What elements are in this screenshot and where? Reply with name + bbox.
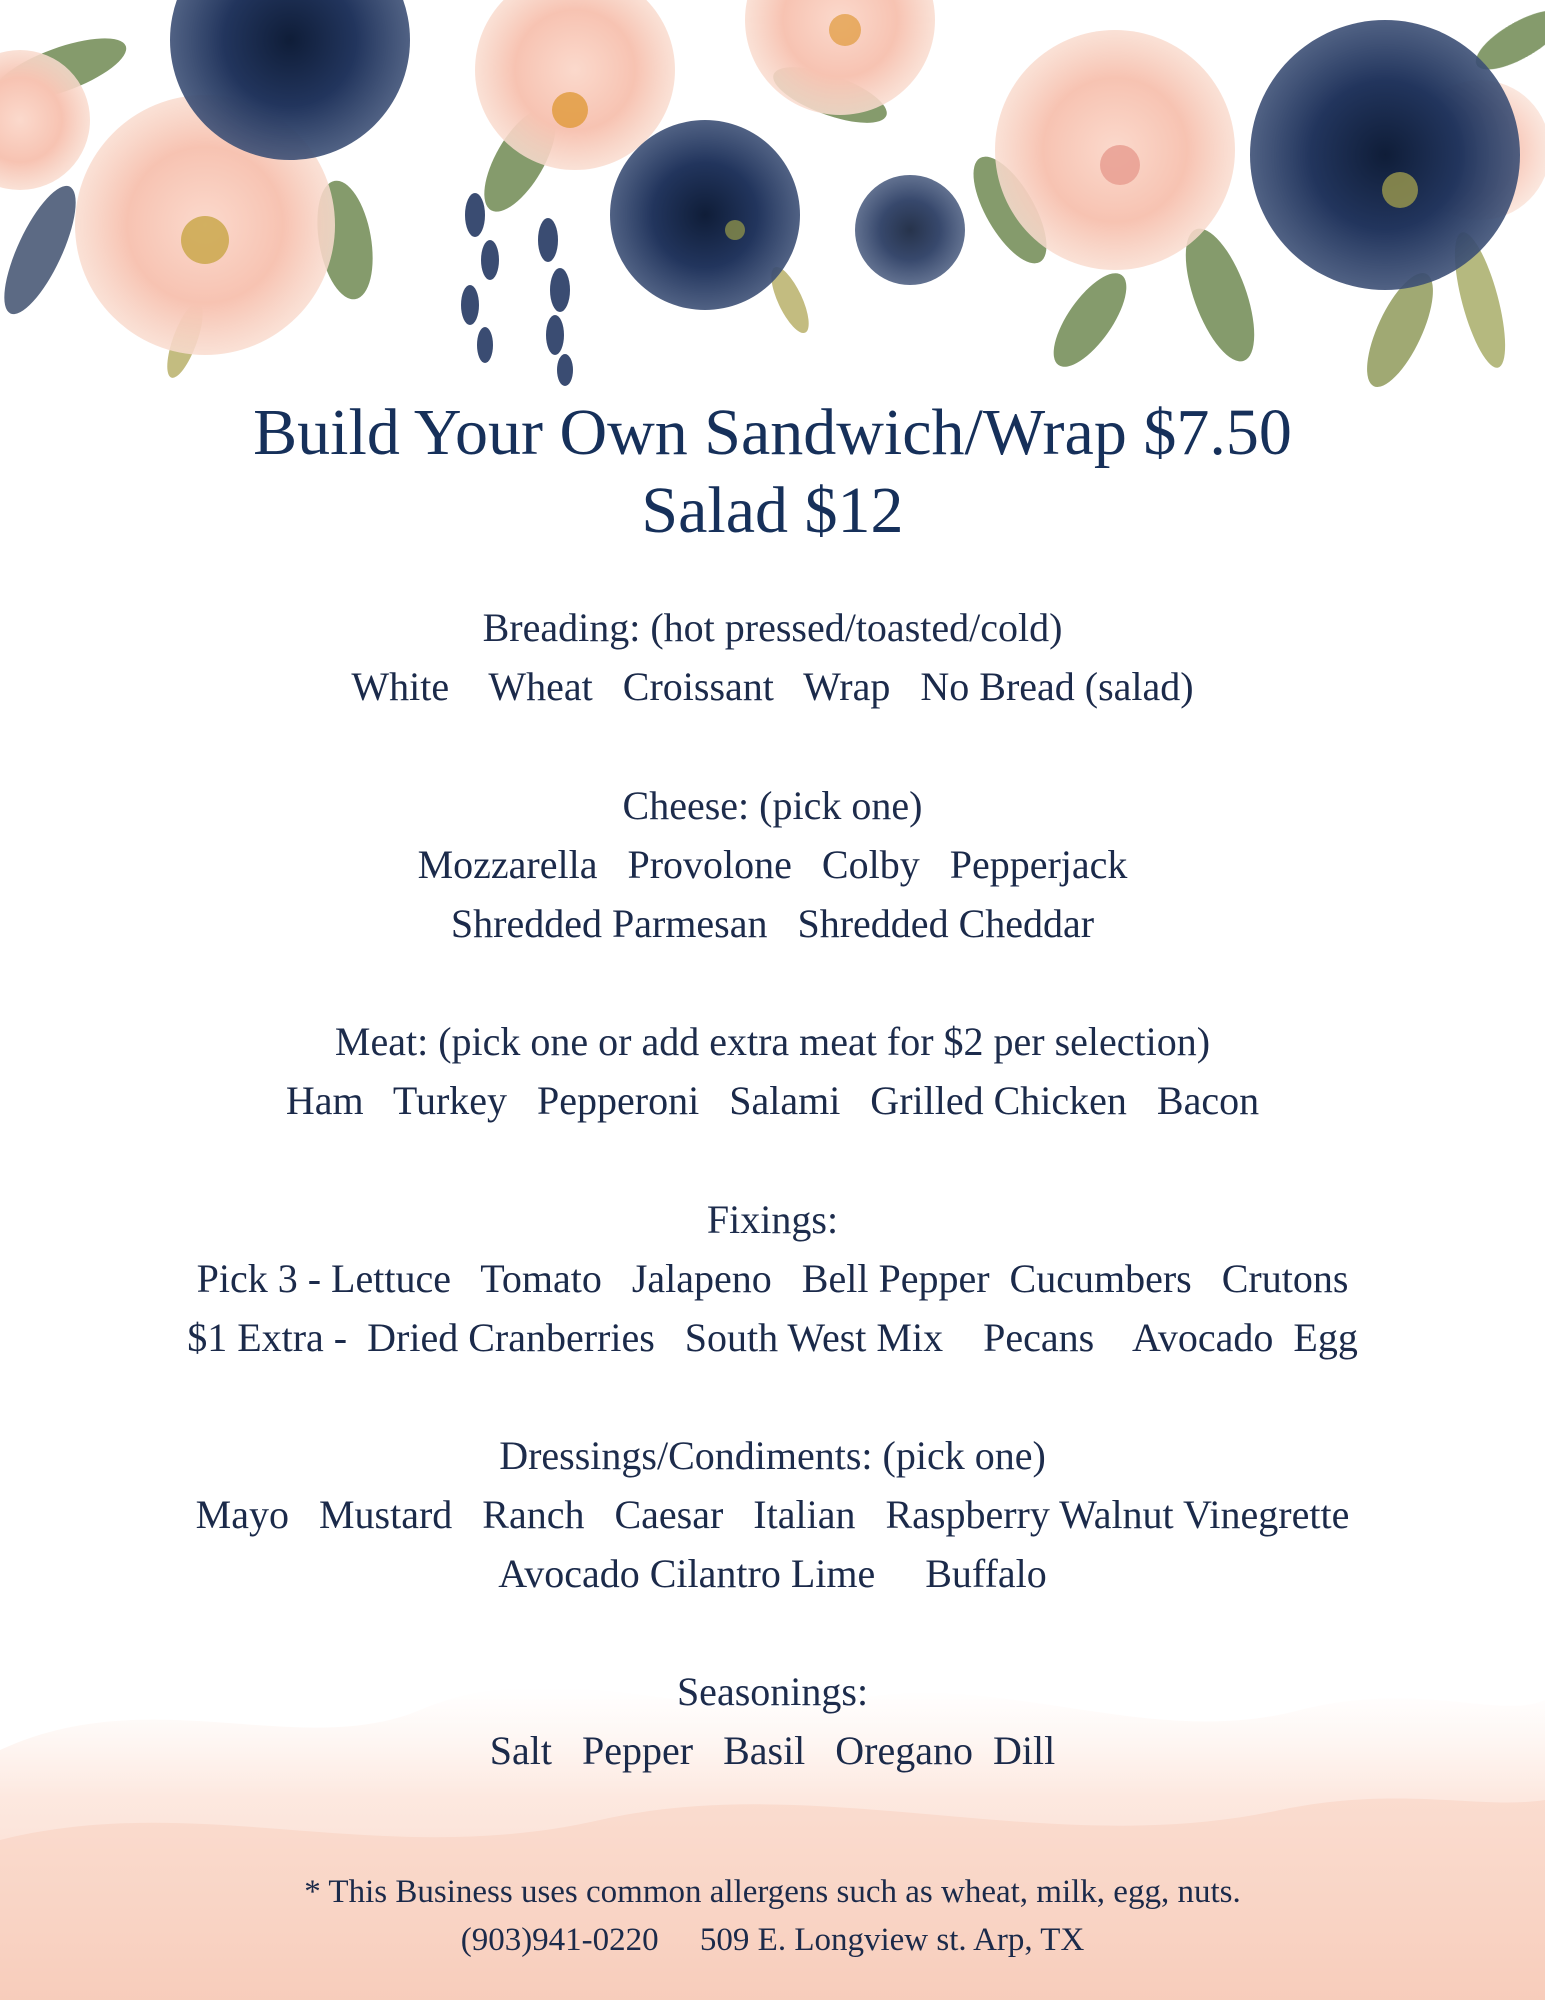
option-row: $1 Extra - Dried Cranberries South West Mix Pecans Avocado Egg: [187, 1315, 1358, 1360]
section-dressings: [0, 1426, 1545, 1603]
section-heading: Meat: (pick one or add extra meat for $2 per selection): [334, 1019, 1211, 1064]
section-meat: [0, 1012, 1545, 1130]
allergen-note: * This Business uses common allergens such as wheat, milk, egg, nuts.: [304, 1874, 1241, 1910]
option-row: Pick 3 - Lettuce Tomato Jalapeno Bell Pepper Cucumbers Crutons: [196, 1256, 1349, 1301]
option-row: Shredded Parmesan Shredded Cheddar: [450, 901, 1095, 946]
section-cheese: [0, 776, 1545, 953]
section-seasonings: [0, 1662, 1545, 1780]
section-breading: [0, 598, 1545, 716]
option-row: Mozzarella Provolone Colby Pepperjack: [417, 842, 1128, 887]
option-row: Ham Turkey Pepperoni Salami Grilled Chicken Bacon: [285, 1078, 1260, 1123]
footer: [0, 1868, 1545, 1964]
section-fixings: [0, 1190, 1545, 1367]
section-heading: Dressings/Condiments: (pick one): [499, 1433, 1046, 1478]
section-heading: Breading: (hot pressed/toasted/cold): [482, 605, 1063, 650]
contact-info: (903)941-0220 509 E. Longview st. Arp, TX: [460, 1922, 1085, 1958]
section-heading: Cheese: (pick one): [622, 783, 923, 828]
section-heading: Seasonings:: [676, 1669, 869, 1714]
section-heading: Fixings:: [706, 1197, 839, 1242]
option-row: White Wheat Croissant Wrap No Bread (salad): [351, 664, 1194, 709]
option-row: Mayo Mustard Ranch Caesar Italian Raspberry Walnut Vinegrette: [195, 1492, 1350, 1537]
option-row: Avocado Cilantro Lime Buffalo: [498, 1551, 1047, 1596]
option-row: Salt Pepper Basil Oregano Dill: [489, 1728, 1056, 1773]
menu-subtitle-salad: Salad $12: [641, 474, 904, 547]
menu-title: Build Your Own Sandwich/Wrap $7.50: [253, 396, 1292, 469]
